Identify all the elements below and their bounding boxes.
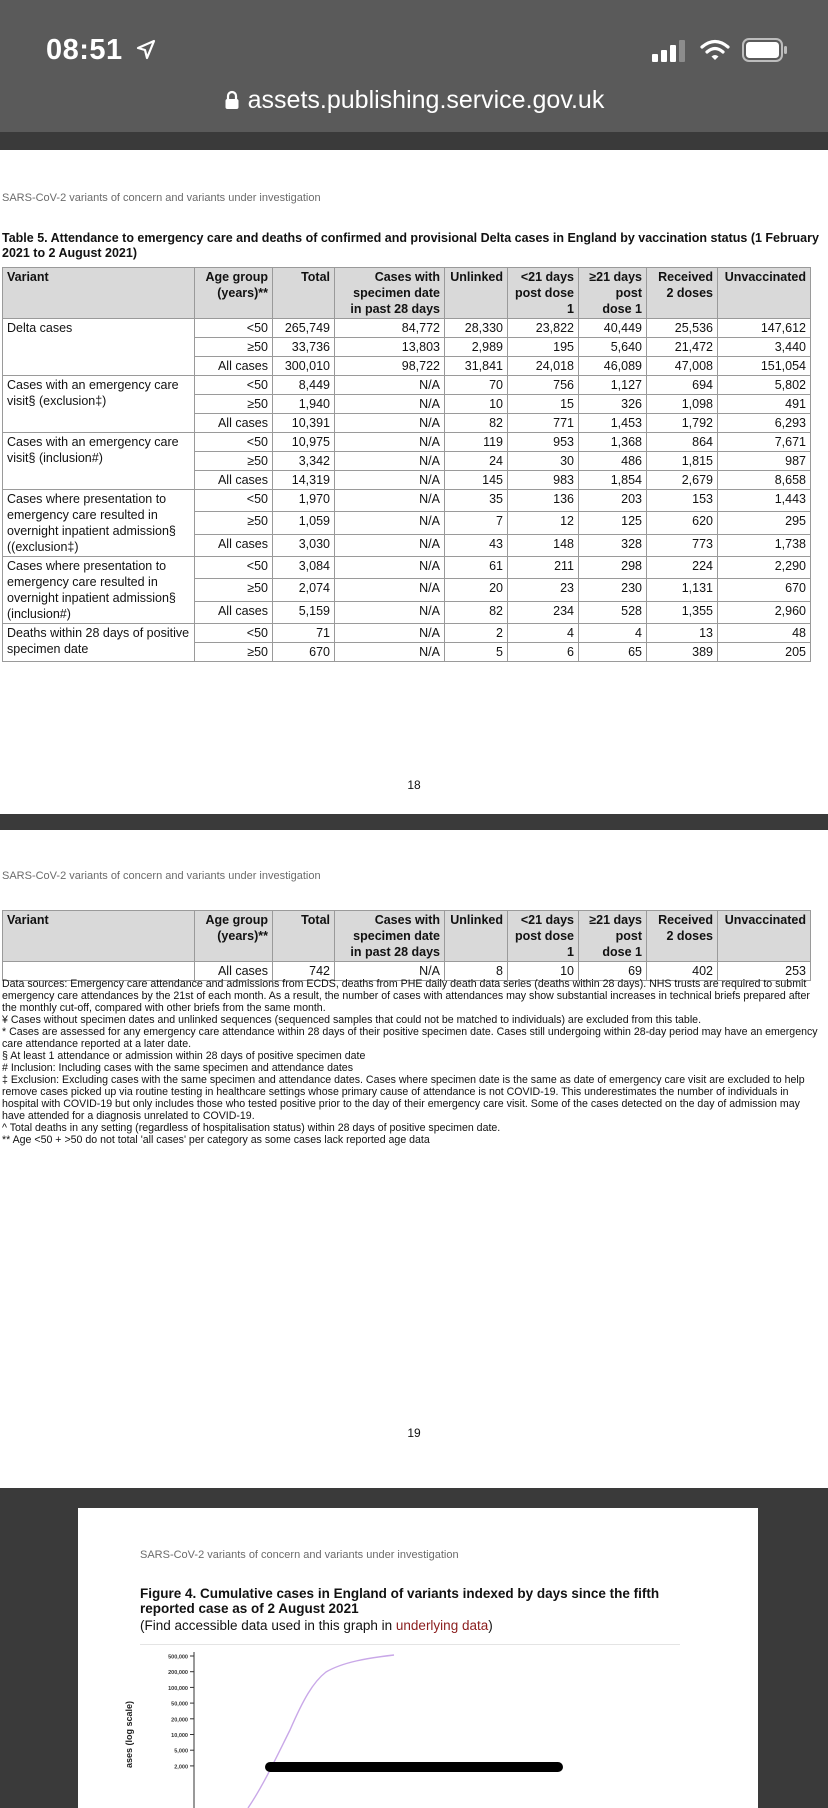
table-cell: 3,440	[718, 338, 811, 357]
table-cell: 8,658	[718, 471, 811, 490]
address-bar[interactable]	[0, 86, 828, 115]
table-cell: 771	[508, 414, 579, 433]
table-cell: 20	[445, 579, 508, 601]
y-tick-label: 100,000	[168, 1685, 188, 1692]
table-cell: <50	[195, 433, 273, 452]
table-cell: 98,722	[335, 357, 445, 376]
table-cell: 205	[718, 643, 811, 662]
column-header: Received 2 doses	[647, 911, 718, 962]
footnote: ^ Total deaths in any setting (regardless of hospitalisation status) within 28 days of positive specimen date.	[2, 1122, 501, 1134]
table-cell: 145	[445, 471, 508, 490]
wifi-icon	[700, 38, 730, 62]
table-cell: 147,612	[718, 319, 811, 338]
table-cell: 30	[508, 452, 579, 471]
table-cell: 2	[445, 624, 508, 643]
cumulative-cases-chart	[98, 1648, 428, 1808]
table-cell: 8	[445, 962, 508, 981]
table-cell: <50	[195, 319, 273, 338]
y-tick-label: 200,000	[168, 1670, 188, 1677]
table-cell: 24	[445, 452, 508, 471]
table-cell: 35	[445, 490, 508, 512]
table-cell: 230	[579, 579, 647, 601]
footnote: ¥ Cases without specimen dates and unlinked sequences (sequenced samples that could not be matched to individuals) are excluded from this table.	[2, 1014, 702, 1026]
table-cell: 528	[579, 601, 647, 623]
table-cell: N/A	[335, 452, 445, 471]
table-cell: 620	[647, 512, 718, 534]
column-header: Cases with specimen date in past 28 days	[335, 911, 445, 962]
table-cell: 82	[445, 414, 508, 433]
table-cell: 1,059	[273, 512, 335, 534]
table-cell: All cases	[195, 414, 273, 433]
data-table	[2, 267, 811, 662]
status-bar	[0, 0, 828, 132]
table-footnotes	[2, 978, 822, 1146]
url-text: assets.publishing.service.gov.uk	[247, 86, 605, 114]
column-header: <21 days post dose 1	[508, 268, 579, 319]
table-cell: 69	[579, 962, 647, 981]
column-header: ≥21 days post dose 1	[579, 911, 647, 962]
variant-label: Cases with an emergency care visit§ (exclusion‡)	[3, 376, 195, 433]
table-cell: 953	[508, 433, 579, 452]
table-cell: 265,749	[273, 319, 335, 338]
table-cell: 670	[718, 579, 811, 601]
table-cell: N/A	[335, 962, 445, 981]
table-cell: 71	[273, 624, 335, 643]
table-cell: 13	[647, 624, 718, 643]
table-cell: 7	[445, 512, 508, 534]
table-cell: ≥50	[195, 512, 273, 534]
table-cell: 2,290	[718, 557, 811, 579]
table-row	[3, 319, 811, 338]
table-cell: 48	[718, 624, 811, 643]
table-cell: 3,084	[273, 557, 335, 579]
table-cell: 1,453	[579, 414, 647, 433]
table-cell: 1,368	[579, 433, 647, 452]
table-cell: 3,030	[273, 534, 335, 556]
table-cell: 82	[445, 601, 508, 623]
table-cell: 47,008	[647, 357, 718, 376]
figure-subtitle-text: )	[488, 1618, 493, 1633]
table-cell: All cases	[195, 601, 273, 623]
column-header: ≥21 days post dose 1	[579, 268, 647, 319]
column-header: Unvaccinated	[718, 268, 811, 319]
footnote: Data sources: Emergency care attendance and admissions from ECDS, deaths from PHE daily death data series (deaths within 28 days). NHS trusts are required to submit emergency care attendances by the 21st of each month. As a result, the number of cases with attendances may show substantial increases in technical briefs prepared after the monthly cut-off, compared with other briefs from the same month.	[2, 978, 810, 1014]
document-page-19	[0, 830, 828, 1488]
variant-label: Delta cases	[3, 319, 195, 376]
table-cell: 1,792	[647, 414, 718, 433]
table-cell: 295	[718, 512, 811, 534]
table-cell: 4	[508, 624, 579, 643]
table-cell: 1,738	[718, 534, 811, 556]
table-cell: 4	[579, 624, 647, 643]
table-cell: 13,803	[335, 338, 445, 357]
underlying-data-link[interactable]: underlying data	[395, 1618, 489, 1633]
table-cell: 23,822	[508, 319, 579, 338]
column-header: Received 2 doses	[647, 268, 718, 319]
column-header: Total	[273, 911, 335, 962]
table-cell: 326	[579, 395, 647, 414]
table-cell: 2,960	[718, 601, 811, 623]
table-cell: All cases	[195, 357, 273, 376]
document-page-18	[0, 150, 828, 814]
table-cell: N/A	[335, 433, 445, 452]
table-cell: 125	[579, 512, 647, 534]
cellular-signal-icon	[652, 40, 686, 62]
data-table-continued	[2, 910, 811, 981]
table-cell: 46,089	[579, 357, 647, 376]
table-cell: 1,127	[579, 376, 647, 395]
table-cell: All cases	[195, 471, 273, 490]
table-cell: 10	[445, 395, 508, 414]
table-cell: 153	[647, 490, 718, 512]
table-cell: 328	[579, 534, 647, 556]
table-cell: 7,671	[718, 433, 811, 452]
table-cell: 253	[718, 962, 811, 981]
table-cell: 33,736	[273, 338, 335, 357]
y-tick-label: 50,000	[171, 1701, 188, 1708]
footnote: * Cases are assessed for any emergency care attendance within 28 days of their positive specimen date. Cases still undergoing within 28-day period may have an emergency care attendance reported at a later date.	[2, 1026, 818, 1050]
table-cell: 151,054	[718, 357, 811, 376]
table-cell: N/A	[335, 395, 445, 414]
column-header: Total	[273, 268, 335, 319]
table-cell: 10,975	[273, 433, 335, 452]
table-cell: 1,940	[273, 395, 335, 414]
table-row	[3, 433, 811, 452]
table-cell: 136	[508, 490, 579, 512]
table-cell: 10	[508, 962, 579, 981]
table-cell: 224	[647, 557, 718, 579]
column-header: Unvaccinated	[718, 911, 811, 962]
table-cell: 211	[508, 557, 579, 579]
table-cell: 40,449	[579, 319, 647, 338]
table-cell: 24,018	[508, 357, 579, 376]
table-row	[3, 376, 811, 395]
table-cell: 10,391	[273, 414, 335, 433]
table-row	[3, 490, 811, 512]
footnote: § At least 1 attendance or admission within 28 days of positive specimen date	[2, 1050, 366, 1062]
table-cell: 3,342	[273, 452, 335, 471]
table-cell: 300,010	[273, 357, 335, 376]
table-cell: 8,449	[273, 376, 335, 395]
table-cell: 65	[579, 643, 647, 662]
footnote: # Inclusion: Including cases with the same specimen and attendance dates	[2, 1062, 353, 1074]
table-cell: 31,841	[445, 357, 508, 376]
table-cell: 148	[508, 534, 579, 556]
table-cell: 84,772	[335, 319, 445, 338]
table-cell: ≥50	[195, 452, 273, 471]
table-cell: N/A	[335, 534, 445, 556]
table-cell: 5,159	[273, 601, 335, 623]
table-cell: <50	[195, 490, 273, 512]
table-cell: ≥50	[195, 643, 273, 662]
table-cell: N/A	[335, 601, 445, 623]
table-cell: ≥50	[195, 579, 273, 601]
page-number: 18	[407, 778, 421, 792]
footnote: ** Age <50 + >50 do not total 'all cases' per category as some cases lack reported age data	[2, 1134, 430, 1146]
table-cell: 12	[508, 512, 579, 534]
table-cell: 987	[718, 452, 811, 471]
table-cell: 742	[273, 962, 335, 981]
home-indicator[interactable]	[265, 1762, 563, 1772]
table-cell: 402	[647, 962, 718, 981]
table-cell: 1,443	[718, 490, 811, 512]
y-tick-label: 20,000	[171, 1717, 188, 1724]
page-header: SARS-CoV-2 variants of concern and variants under investigation	[140, 1549, 459, 1561]
table-title: Table 5. Attendance to emergency care and deaths of confirmed and provisional Delta cases in England by vaccination status (1 February 2021 to 2 August 2021)	[2, 231, 819, 260]
table-cell: 195	[508, 338, 579, 357]
table-cell: ≥50	[195, 338, 273, 357]
footnote: ‡ Exclusion: Excluding cases with the same specimen and attendance dates. Cases where specimen date is the same as date of emergency care visit are excluded to help remove cases picked up via routine testing in healthcare settings whose primary cause of attendance is not COVID-19. This underestimates the number of individuals in hospital with COVID-19 but only includes those who tested positive prior to the day of their emergency care visit. Some of the cases detected on the day of admission may have attended for a diagnosis unrelated to COVID-19.	[2, 1074, 805, 1122]
column-header: Unlinked	[445, 911, 508, 962]
table-cell: 983	[508, 471, 579, 490]
table-cell: 491	[718, 395, 811, 414]
table-cell: N/A	[335, 376, 445, 395]
column-header: Unlinked	[445, 268, 508, 319]
table-cell: 14,319	[273, 471, 335, 490]
table-header-row	[3, 268, 811, 319]
table-cell: 28,330	[445, 319, 508, 338]
page-header: SARS-CoV-2 variants of concern and variants under investigation	[2, 870, 321, 882]
table-cell: 1,970	[273, 490, 335, 512]
location-arrow-icon	[134, 38, 158, 62]
table-cell: 773	[647, 534, 718, 556]
series-line	[248, 1655, 394, 1808]
table-cell: N/A	[335, 471, 445, 490]
table-cell: 61	[445, 557, 508, 579]
table-cell: 2,989	[445, 338, 508, 357]
column-header: Variant	[3, 911, 195, 962]
figure-subtitle-text: (Find accessible data used in this graph in	[140, 1618, 396, 1633]
table-cell: <50	[195, 376, 273, 395]
table-cell: N/A	[335, 579, 445, 601]
table-cell: N/A	[335, 624, 445, 643]
table-cell: 23	[508, 579, 579, 601]
figure-title: Figure 4. Cumulative cases in England of variants indexed by days since the fifth reported case as of 2 August 2021	[140, 1586, 660, 1616]
table-cell: 25,536	[647, 319, 718, 338]
table-cell: 486	[579, 452, 647, 471]
table-cell: 864	[647, 433, 718, 452]
variant-label: Cases where presentation to emergency care resulted in overnight inpatient admission§ ((exclusion‡)	[3, 490, 195, 557]
table-cell: 2,074	[273, 579, 335, 601]
table-cell: 234	[508, 601, 579, 623]
y-tick-label: 2,000	[174, 1764, 188, 1771]
table-cell: 1,098	[647, 395, 718, 414]
table-cell: All cases	[195, 962, 273, 981]
figure-subtitle	[140, 1618, 493, 1633]
variant-label: Cases where presentation to emergency care resulted in overnight inpatient admission§ (inclusion#)	[3, 557, 195, 624]
table-cell: 1,131	[647, 579, 718, 601]
table-cell: <50	[195, 624, 273, 643]
y-tick-label: 10,000	[171, 1733, 188, 1739]
lock-icon	[224, 90, 240, 110]
page-number: 19	[407, 1426, 421, 1440]
table-cell: 70	[445, 376, 508, 395]
table-cell: 6,293	[718, 414, 811, 433]
y-axis-label: ases (log scale)	[124, 1700, 134, 1768]
table-cell: ≥50	[195, 395, 273, 414]
table-cell: 1,355	[647, 601, 718, 623]
table-cell: 1,854	[579, 471, 647, 490]
table-cell: N/A	[335, 512, 445, 534]
table-cell: 694	[647, 376, 718, 395]
table-cell: 5	[445, 643, 508, 662]
table-cell: 5,802	[718, 376, 811, 395]
table-cell: All cases	[195, 534, 273, 556]
battery-icon	[742, 38, 788, 62]
table-cell: 2,679	[647, 471, 718, 490]
table-header-row	[3, 911, 811, 962]
table-cell: 15	[508, 395, 579, 414]
figure-divider	[140, 1644, 680, 1645]
clock-time: 08:51	[46, 34, 123, 66]
table-cell: N/A	[335, 414, 445, 433]
table-cell: 389	[647, 643, 718, 662]
page-header: SARS-CoV-2 variants of concern and variants under investigation	[2, 192, 321, 204]
y-tick-label: 500,000	[168, 1654, 188, 1661]
variant-label: Deaths within 28 days of positive specimen date	[3, 624, 195, 662]
table-cell: 5,640	[579, 338, 647, 357]
column-header: Age group (years)**	[195, 268, 273, 319]
variant-label: Cases with an emergency care visit§ (inclusion#)	[3, 433, 195, 490]
table-cell: 119	[445, 433, 508, 452]
table-cell: 21,472	[647, 338, 718, 357]
table-row	[3, 557, 811, 579]
table-cell: N/A	[335, 490, 445, 512]
y-tick-label: 5,000	[174, 1748, 188, 1755]
table-cell: 756	[508, 376, 579, 395]
table-row	[3, 624, 811, 643]
table-cell: 43	[445, 534, 508, 556]
table-cell: <50	[195, 557, 273, 579]
table-cell: N/A	[335, 643, 445, 662]
table-cell: 1,815	[647, 452, 718, 471]
table-cell: N/A	[335, 557, 445, 579]
table-cell: 670	[273, 643, 335, 662]
column-header: Age group (years)**	[195, 911, 273, 962]
column-header: <21 days post dose 1	[508, 911, 579, 962]
table-cell: 298	[579, 557, 647, 579]
table-cell: 6	[508, 643, 579, 662]
table-cell: 203	[579, 490, 647, 512]
column-header: Variant	[3, 268, 195, 319]
column-header: Cases with specimen date in past 28 days	[335, 268, 445, 319]
